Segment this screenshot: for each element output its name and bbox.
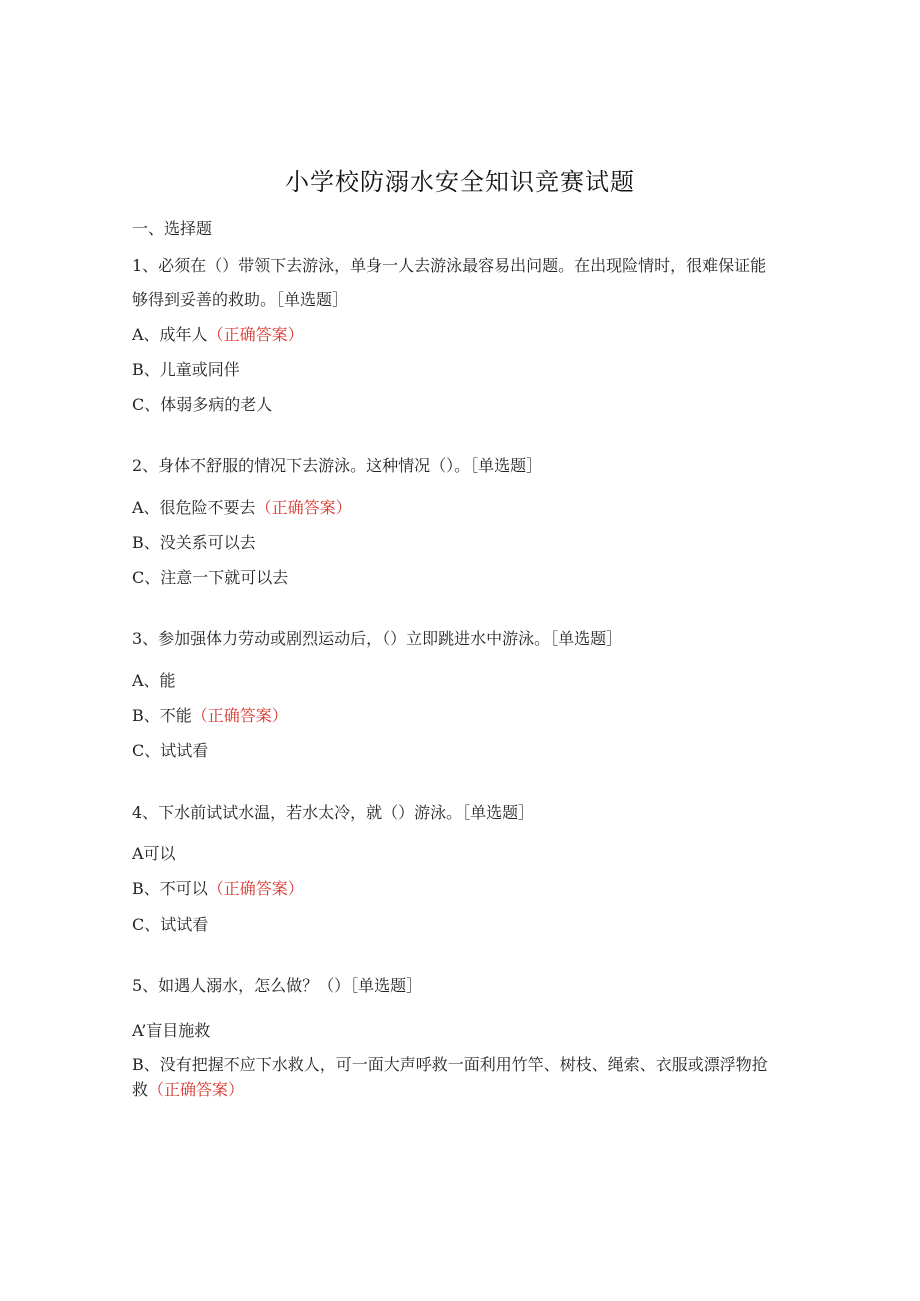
option-text: B、不能 <box>132 706 192 725</box>
option-text: A、成年人 <box>132 325 208 344</box>
option-text: A、很危险不要去 <box>132 498 256 517</box>
question-4-stem: 4、下水前试试水温，若水太冷，就（）游泳。［单选题］ <box>132 803 535 822</box>
question-3-option-b <box>132 705 288 727</box>
question-5-option-b <box>132 1052 782 1102</box>
correct-answer-tag: （正确答案） <box>255 498 352 517</box>
question-1-option-a <box>132 324 304 346</box>
correct-answer-tag: （正确答案） <box>148 1080 245 1099</box>
question-5-option-a: A’盲目施救 <box>132 1021 211 1040</box>
correct-answer-tag: （正确答案） <box>207 879 304 898</box>
question-3-option-c: C、试试看 <box>132 741 209 760</box>
question-3-option-a: A、能 <box>132 671 176 690</box>
document-title: 小学校防溺水安全知识竞赛试题 <box>285 168 635 196</box>
question-2-option-b: B、没关系可以去 <box>132 533 256 552</box>
question-3-stem: 3、参加强体力劳动或剧烈运动后，（）立即跳进水中游泳。［单选题］ <box>132 629 623 648</box>
question-2-option-a <box>132 497 352 519</box>
question-4-option-b <box>132 878 304 900</box>
correct-answer-tag: （正确答案） <box>207 325 304 344</box>
question-2-option-c: C、注意一下就可以去 <box>132 568 289 587</box>
question-1-stem: 1、必须在（）带领下去游泳，单身一人去游泳最容易出问题。在出现险情时，很难保证能够得到妥善的救助。［单选题］ <box>132 256 767 309</box>
correct-answer-tag: （正确答案） <box>191 706 288 725</box>
question-2-stem: 2、身体不舒服的情况下去游泳。这种情况（）。［单选题］ <box>132 456 543 475</box>
question-5-stem: 5、如遇人溺水，怎么做？（）［单选题］ <box>132 976 423 995</box>
question-4-option-c: C、试试看 <box>132 915 209 934</box>
question-1-option-c: C、体弱多病的老人 <box>132 395 273 414</box>
option-text: B、没有把握不应下水救人，可一面大声呼救一面利用竹竿、树枝、绳索、衣服或漂浮物抢救 <box>132 1055 768 1099</box>
question-1-option-b: B、儿童或同伴 <box>132 360 240 379</box>
question-4-option-a: A可以 <box>132 844 176 863</box>
section-heading: 一、选择题 <box>132 219 213 238</box>
option-text: B、不可以 <box>132 879 208 898</box>
